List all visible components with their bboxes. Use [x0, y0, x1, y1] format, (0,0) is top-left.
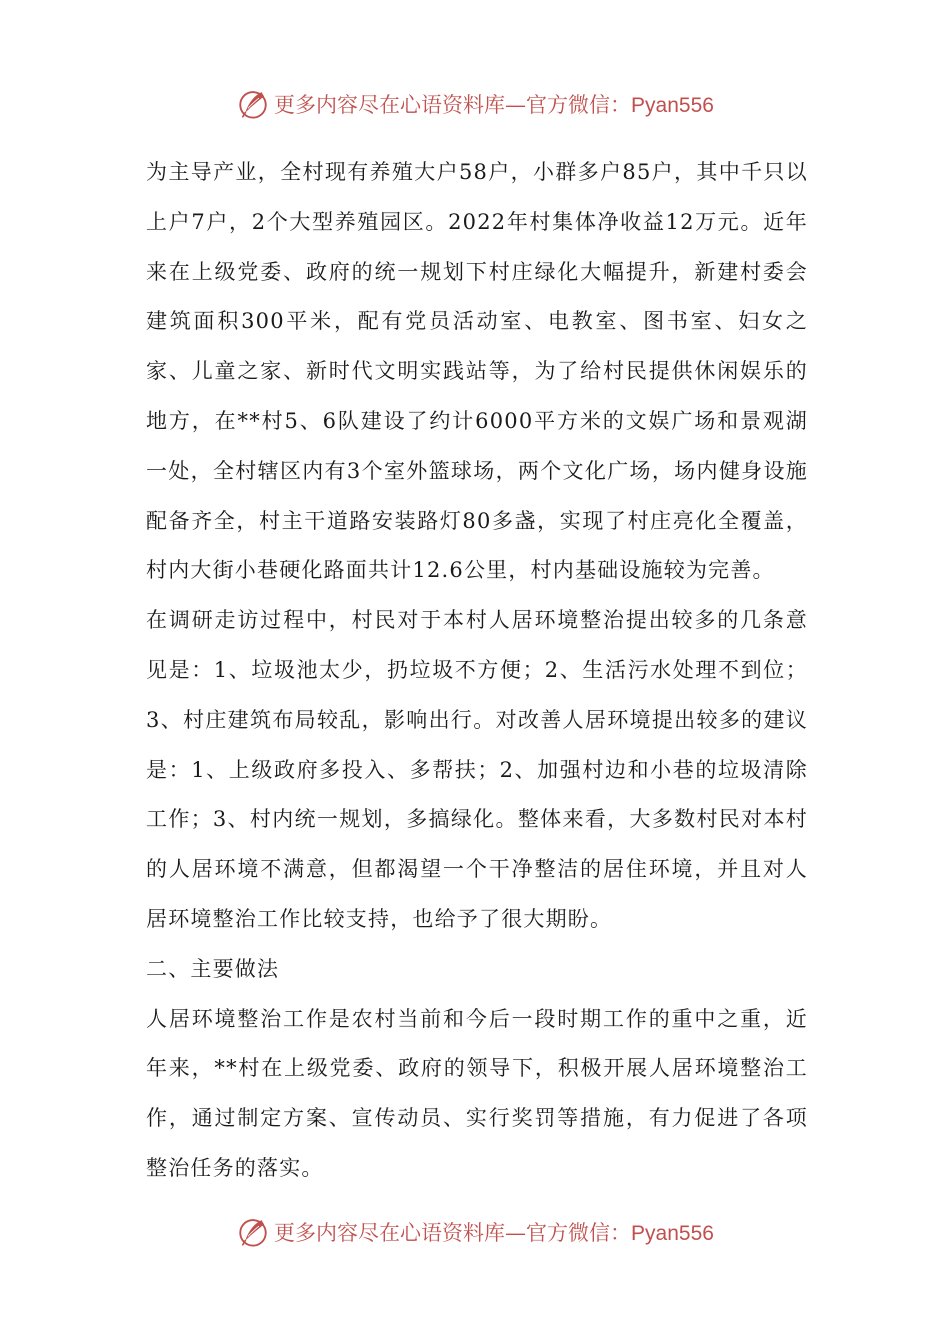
header-watermark — [0, 84, 950, 124]
quill-pen-logo-icon — [236, 1215, 270, 1249]
watermark-text — [274, 89, 714, 119]
quill-pen-logo-icon — [236, 87, 270, 121]
watermark-wechat-id: Pyan556 — [631, 94, 714, 117]
watermark-wechat-id: Pyan556 — [631, 1222, 714, 1245]
paragraph-survey-findings: 在调研走访过程中，村民对于本村人居环境整治提出较多的几条意见是：1、垃圾池太少，扔垃圾不方便；2、生活污水处理不到位；3、村庄建筑布局较乱，影响出行。对改善人居环境提出较多的建议是：1、上级政府多投入、多帮扶；2、加强村边和小巷的垃圾清除工作；3、村内统一规划，多搞绿化。整体来看，大多数村民对本村的人居环境不满意，但都渴望一个干净整洁的居住环境，并且对人居环境整治工作比较支持，也给予了很大期盼。 — [146, 608, 808, 931]
section-heading-main-practices: 二、主要做法 — [146, 956, 280, 981]
watermark-prefix: 更多内容尽在心语资料库—官方微信： — [274, 1221, 632, 1245]
paragraph-village-overview: 为主导产业，全村现有养殖大户58户，小群多户85户，其中千只以上户7户，2个大型养殖园区。2022年村集体净收益12万元。近年来在上级党委、政府的统一规划下村庄绿化大幅提升，新建村委会建筑面积300平米，配有党员活动室、电教室、图书室、妇女之家、儿童之家、新时代文明实践站等，为了给村民提供休闲娱乐的地方，在**村5、6队建设了约计6000平方米的文娱广场和景观湖一处，全村辖区内有3个室外篮球场，两个文化广场，场内健身设施配备齐全，村主干道路安装路灯80多盏，实现了村庄亮化全覆盖，村内大街小巷硬化路面共计12.6公里，村内基础设施较为完善。 — [146, 160, 808, 583]
document-body — [146, 148, 808, 1194]
footer-watermark — [0, 1212, 950, 1252]
watermark-prefix: 更多内容尽在心语资料库—官方微信： — [274, 93, 632, 117]
watermark-text — [274, 1217, 714, 1247]
paragraph-main-practices: 人居环境整治工作是农村当前和今后一段时期工作的重中之重，近年来，**村在上级党委、政府的领导下，积极开展人居环境整治工作，通过制定方案、宣传动员、实行奖罚等措施，有力促进了各项整治任务的落实。 — [146, 1006, 808, 1180]
